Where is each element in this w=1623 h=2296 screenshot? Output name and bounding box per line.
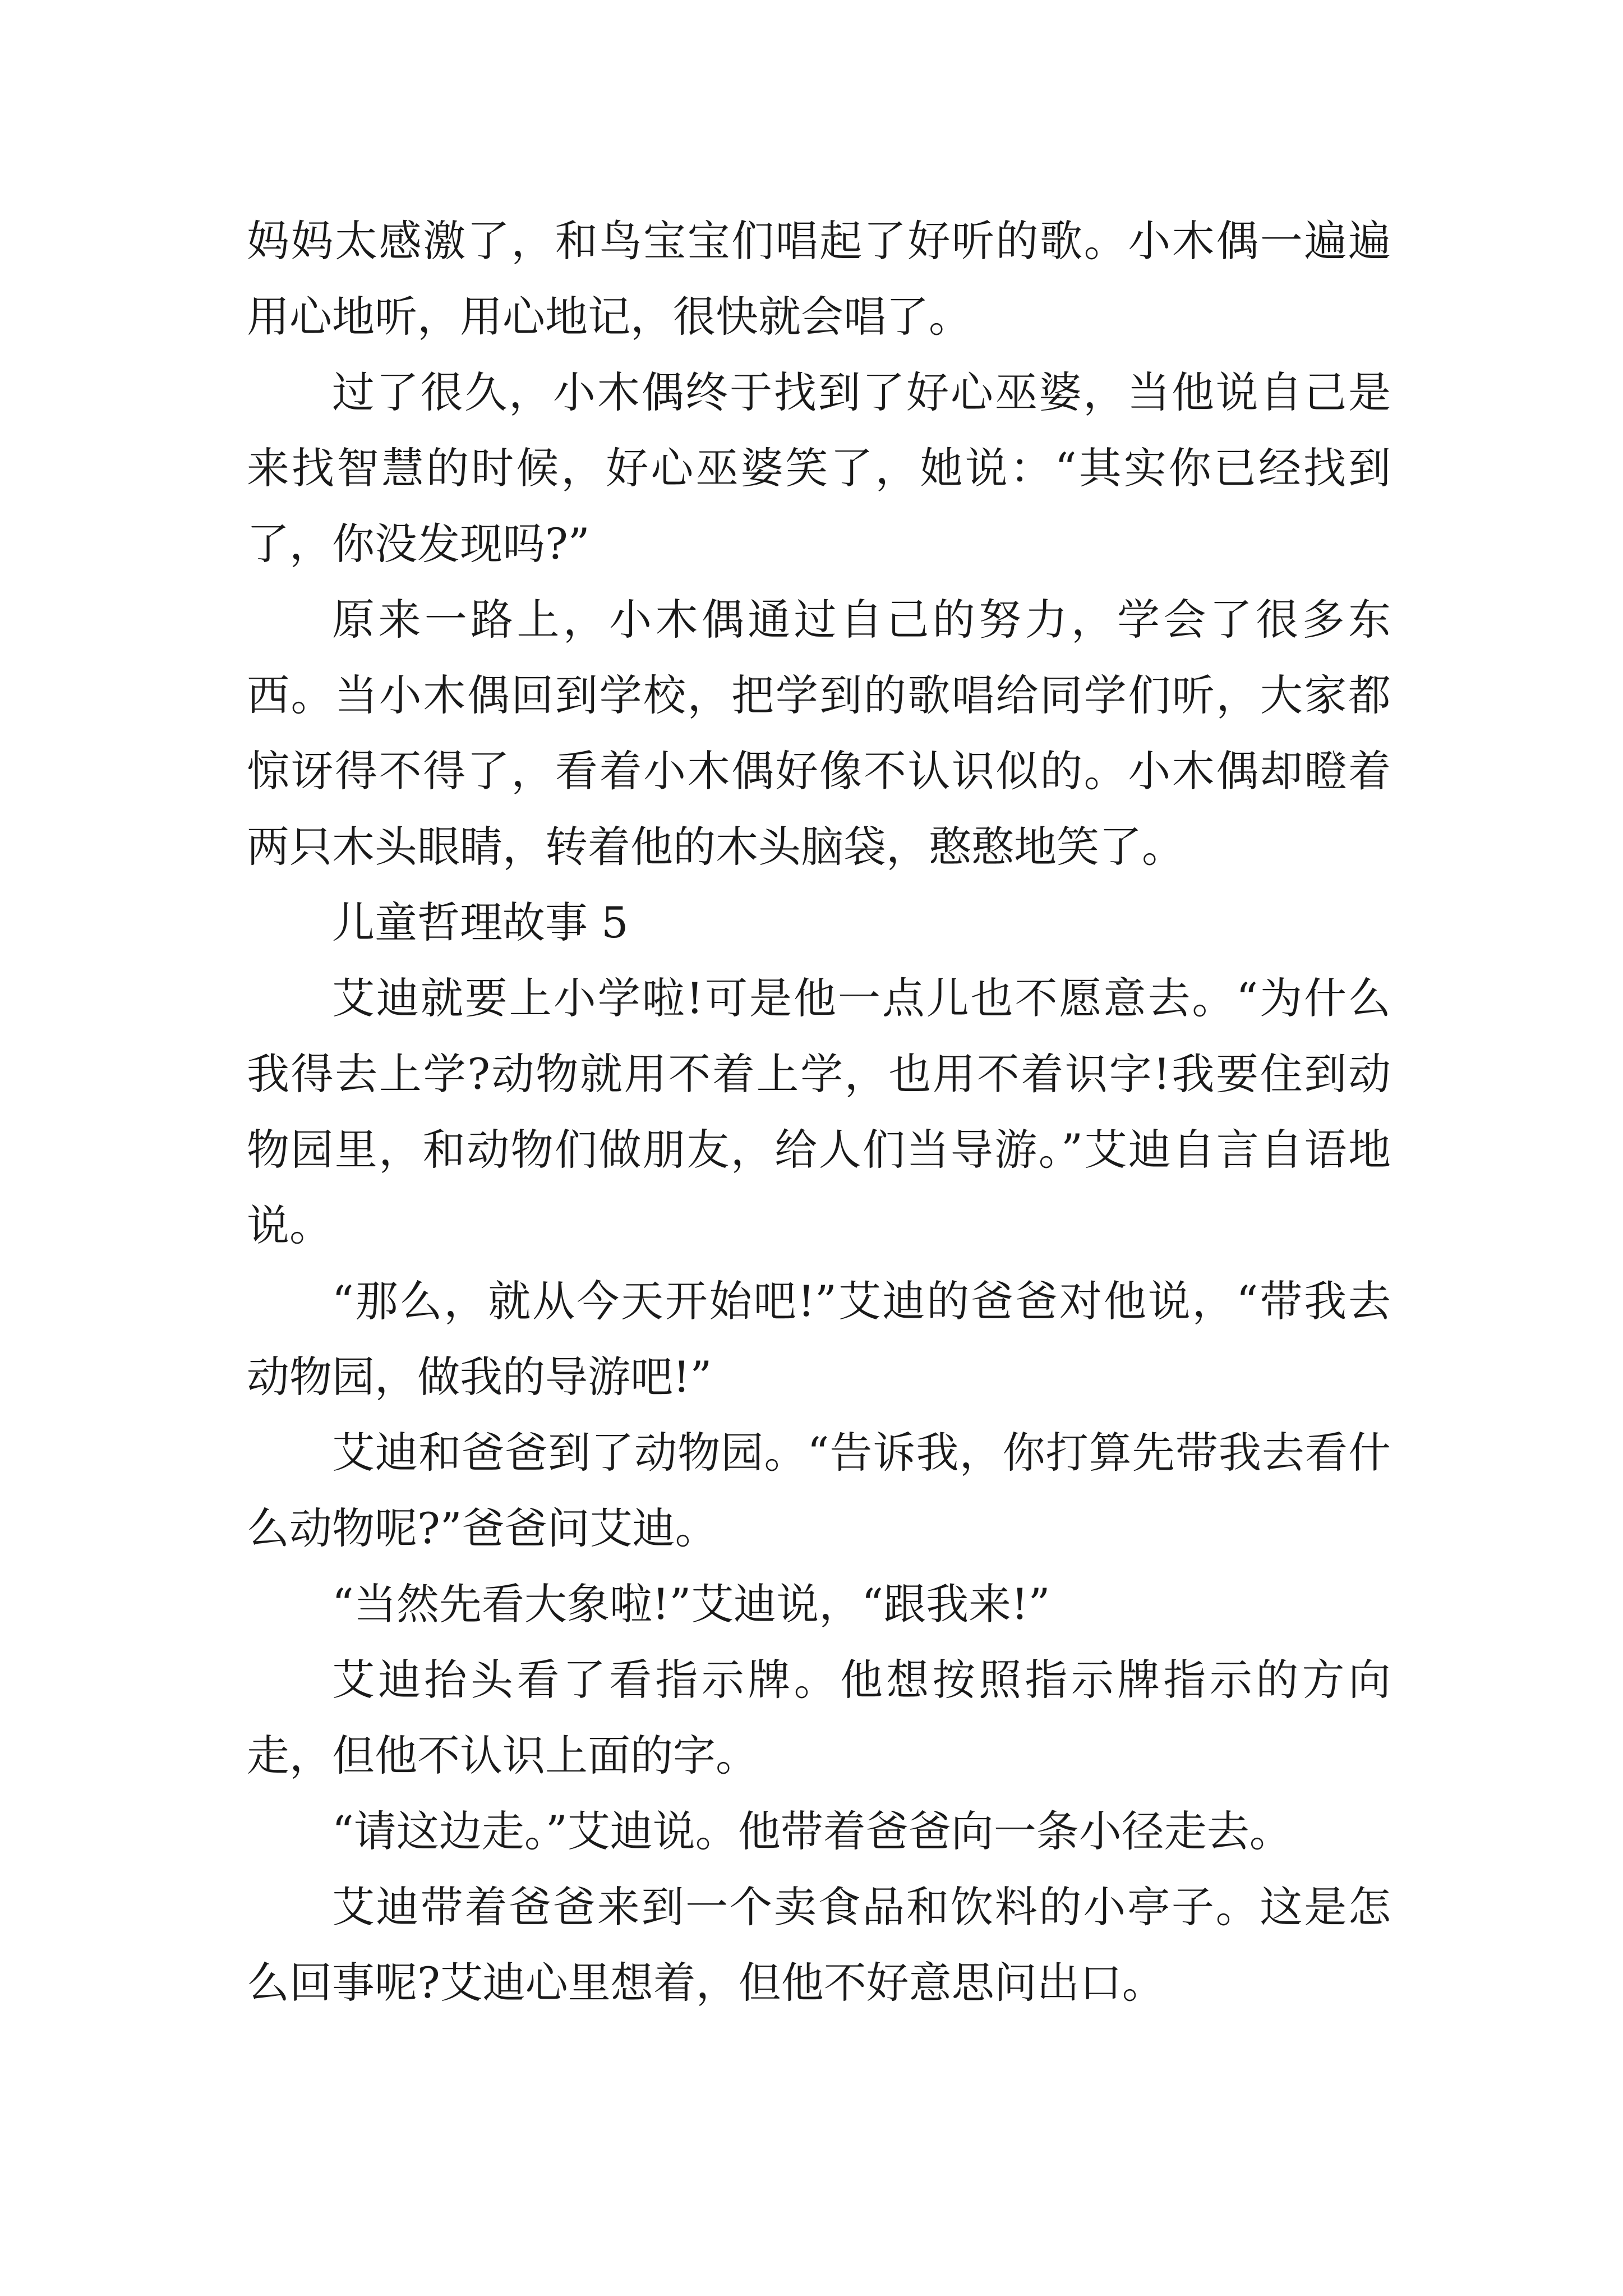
paragraph-8: 艾迪抬头看了看指示牌。他想按照指示牌指示的方向走，但他不认识上面的字。 — [247, 1655, 1391, 1780]
paragraph-6: 艾迪和爸爸到了动物园。“告诉我，你打算先带我去看什么动物呢?”爸爸问艾迪。 — [247, 1428, 1391, 1553]
paragraph-7: “当然先看大象啦!”艾迪说，“跟我来!” — [332, 1579, 1050, 1629]
paragraph-10: 艾迪带着爸爸来到一个卖食品和饮料的小亭子。这是怎么回事呢?艾迪心里想着，但他不好意思问出口。 — [247, 1882, 1391, 2008]
section-heading: 儿童哲理故事 5 — [332, 898, 629, 947]
document-body — [247, 203, 1391, 2021]
paragraph-2: 过了很久，小木偶终于找到了好心巫婆，当他说自己是来找智慧的时候，好心巫婆笑了，她说：“其实你已经找到了，你没发现吗?” — [247, 367, 1391, 569]
paragraph-4: 艾迪就要上小学啦!可是他一点儿也不愿意去。“为什么我得去上学?动物就用不着上学，也用不着识字!我要住到动物园里，和动物们做朋友，给人们当导游。”艾迪自言自语地说。 — [247, 973, 1391, 1250]
paragraph-1: 妈妈太感激了，和鸟宝宝们唱起了好听的歌。小木偶一遍遍用心地听，用心地记，很快就会唱了。 — [247, 216, 1391, 342]
paragraph-9: “请这边走。”艾迪说。他带着爸爸向一条小径走去。 — [332, 1806, 1292, 1856]
paragraph-3: 原来一路上，小木偶通过自己的努力，学会了很多东西。当小木偶回到学校，把学到的歌唱给同学们听，大家都惊讶得不得了，看着小木偶好像不认识似的。小木偶却瞪着两只木头眼睛，转着他的木头脑袋，憨憨地笑了。 — [247, 595, 1391, 872]
paragraph-5: “那么，就从今天开始吧!”艾迪的爸爸对他说，“带我去动物园，做我的导游吧!” — [247, 1276, 1391, 1402]
